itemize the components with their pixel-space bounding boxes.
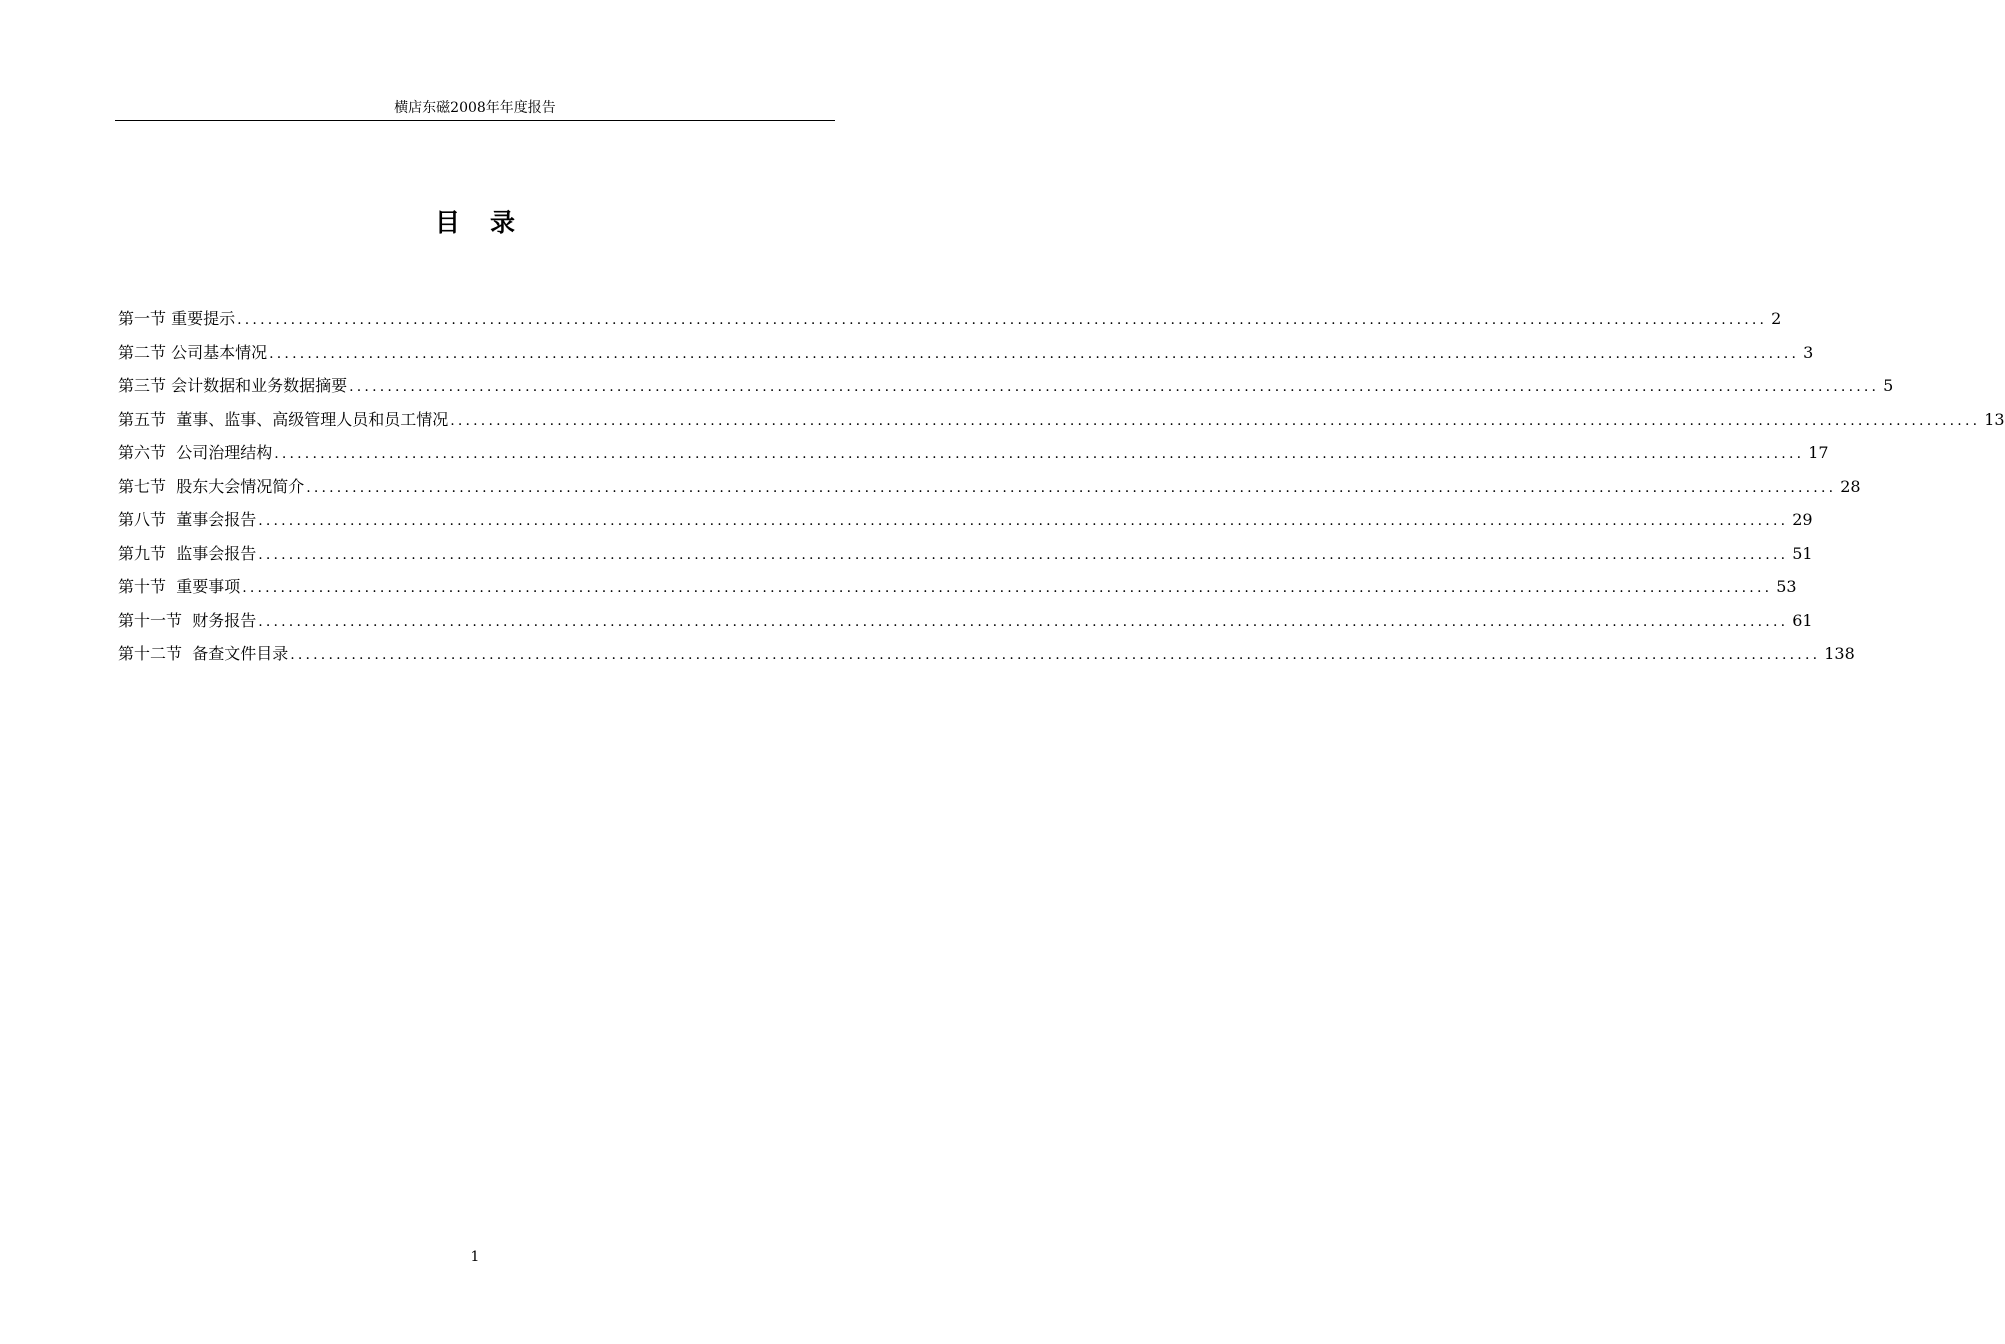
toc-gap	[166, 409, 176, 431]
toc-section-number: 第二节	[118, 342, 167, 362]
toc-gap	[166, 576, 176, 598]
toc-section-title: 备查文件目录	[192, 644, 289, 663]
dot-leader: ........................................................................................................................................................................................................	[258, 613, 1789, 630]
toc-section-number: 第十节	[118, 577, 167, 596]
toc-entry[interactable]	[118, 308, 1782, 342]
toc-entry[interactable]	[118, 342, 1814, 376]
toc-gap	[166, 476, 176, 498]
toc-page-number: 53	[1776, 577, 1797, 596]
toc-page-number: 138	[1824, 644, 1855, 663]
toc-section-title: 公司治理结构	[176, 443, 273, 462]
toc-title	[0, 207, 950, 239]
dot-leader: ........................................................................................................................................................................................................	[258, 546, 1789, 563]
dot-leader: ........................................................................................................................................................................................................	[258, 513, 1789, 529]
toc-entry[interactable]	[118, 375, 1894, 409]
toc-section-title: 董事会报告	[176, 510, 257, 529]
toc-page-number: 29	[1792, 510, 1813, 529]
toc-gap	[166, 442, 176, 464]
running-header: 横店东磁2008年年度报告	[394, 100, 556, 116]
toc-gap	[166, 509, 176, 531]
toc-entry[interactable]	[118, 442, 1829, 476]
dot-leader: ........................................................................................................................................................................................................	[242, 580, 1773, 596]
toc-page-number: 5	[1883, 376, 1894, 395]
dot-leader: ........................................................................................................................................................................................................	[237, 312, 1768, 328]
toc-section-number: 第十二节	[118, 644, 183, 663]
toc-title-char: 目	[434, 208, 460, 237]
toc-section-number: 第九节	[118, 543, 167, 563]
toc-section-number: 第三节	[118, 376, 167, 395]
dot-leader: ........................................................................................................................................................................................................	[274, 446, 1805, 462]
toc-section-number: 第七节	[118, 476, 167, 496]
toc-section-title: 会计数据和业务数据摘要	[171, 376, 348, 395]
toc-page-number: 61	[1792, 610, 1813, 630]
page-number: 1	[470, 1249, 480, 1265]
toc-gap	[182, 643, 192, 665]
toc-entry[interactable]	[118, 576, 1797, 610]
toc-entry[interactable]	[118, 543, 1813, 577]
toc-section-title: 股东大会情况简介	[176, 476, 305, 496]
toc-page-number: 2	[1771, 309, 1782, 328]
toc-section-number: 第六节	[118, 443, 167, 462]
toc-section-title: 监事会报告	[176, 543, 257, 563]
toc-entry[interactable]	[118, 509, 1813, 543]
toc-page-number: 13	[1984, 409, 2005, 429]
toc-title-char: 录	[490, 208, 516, 237]
toc-page-number: 28	[1840, 476, 1861, 496]
toc-entry[interactable]	[118, 409, 2005, 443]
toc-entry[interactable]	[118, 476, 1861, 510]
toc-section-title: 财务报告	[192, 610, 257, 630]
toc-section-title: 公司基本情况	[171, 342, 268, 362]
dot-leader: ........................................................................................................................................................................................................	[269, 345, 1800, 362]
dot-leader: ........................................................................................................................................................................................................	[450, 412, 1981, 429]
toc-gap	[166, 543, 176, 565]
toc-gap	[182, 610, 192, 632]
toc-section-title: 董事、监事、高级管理人员和员工情况	[176, 409, 449, 429]
toc-page-number: 17	[1808, 443, 1829, 462]
toc-section-number: 第十一节	[118, 610, 183, 630]
toc-page-number: 3	[1803, 342, 1814, 362]
dot-leader: ........................................................................................................................................................................................................	[290, 647, 1821, 663]
toc-page-number: 51	[1792, 543, 1813, 563]
toc-section-number: 第一节	[118, 309, 167, 328]
toc-section-number: 第八节	[118, 510, 167, 529]
toc-entry[interactable]	[118, 610, 1813, 644]
toc-section-number: 第五节	[118, 409, 167, 429]
table-of-contents	[118, 308, 2005, 677]
toc-entry[interactable]	[118, 643, 1855, 677]
toc-section-title: 重要提示	[171, 309, 236, 328]
header-divider	[115, 120, 835, 121]
dot-leader: ........................................................................................................................................................................................................	[306, 479, 1837, 496]
dot-leader: ........................................................................................................................................................................................................	[349, 379, 1880, 395]
toc-section-title: 重要事项	[176, 577, 241, 596]
